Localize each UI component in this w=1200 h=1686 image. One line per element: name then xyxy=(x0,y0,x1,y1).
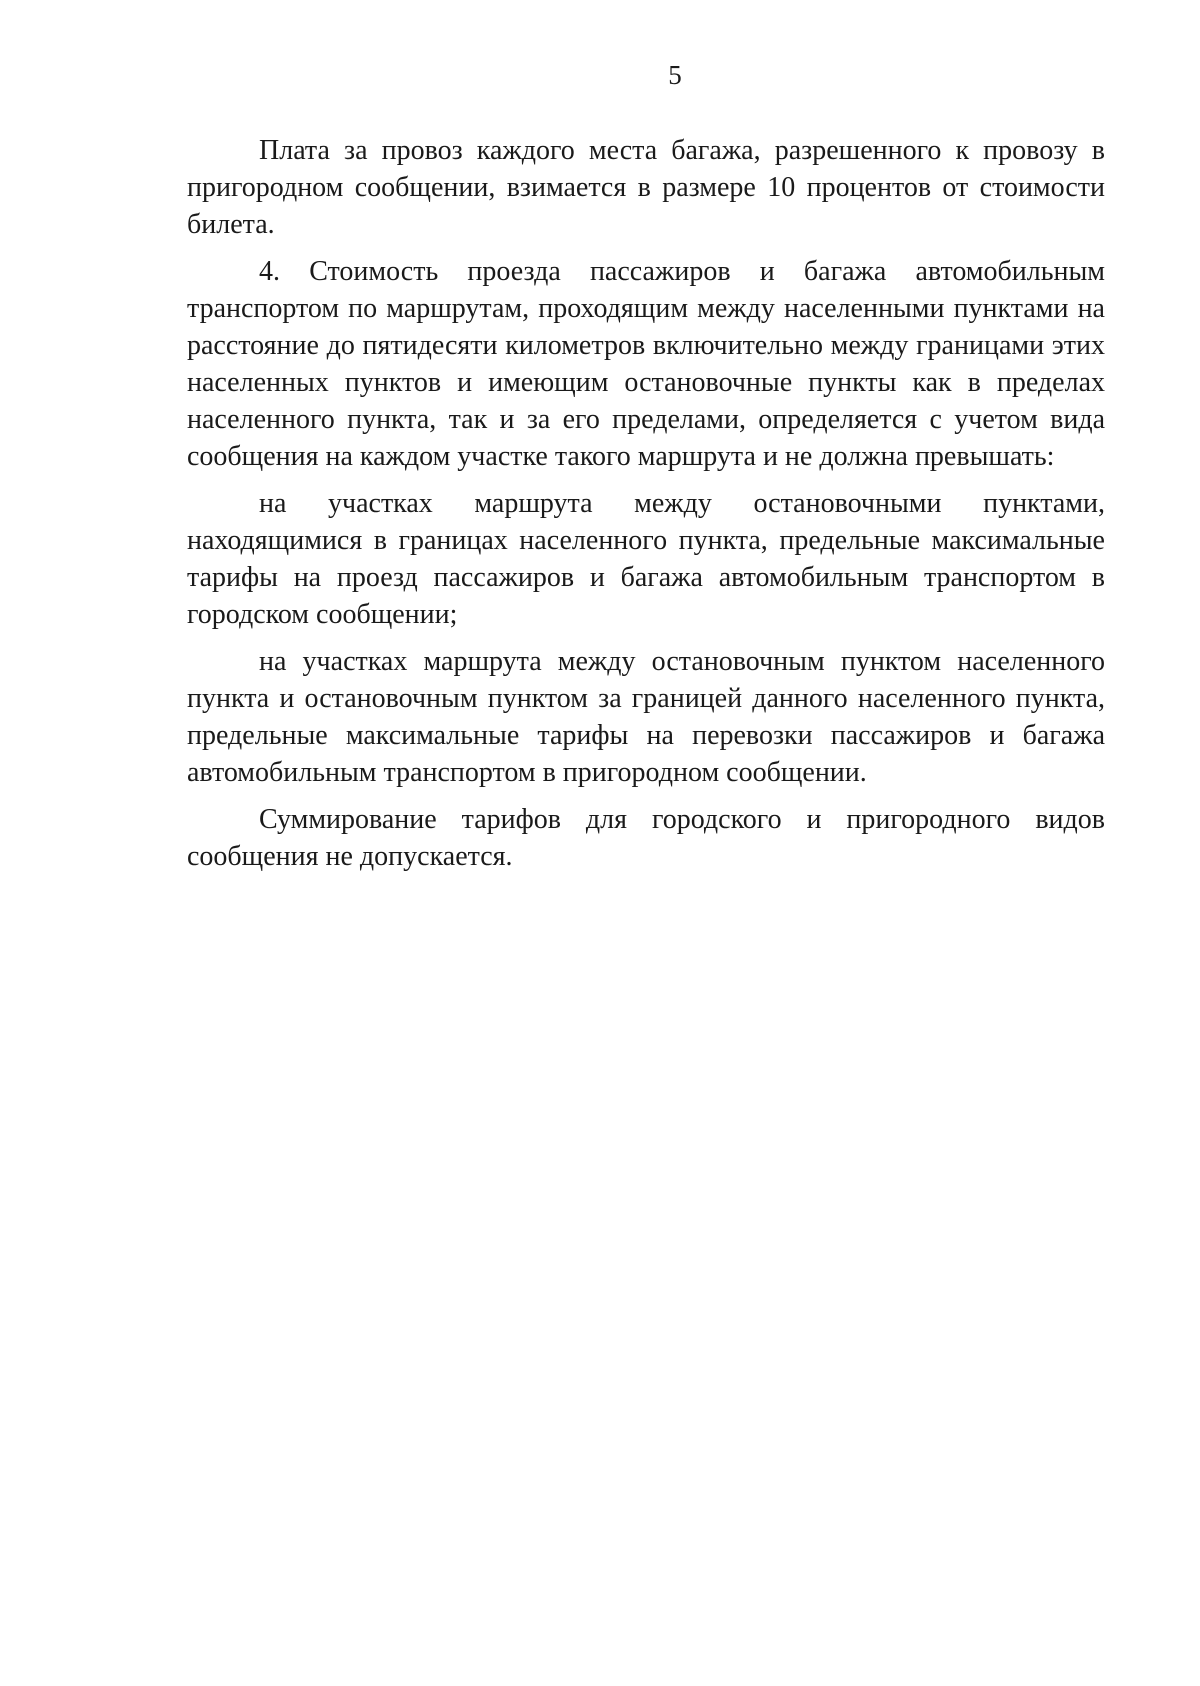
paragraph-baggage-fee: Плата за провоз каждого места багажа, разрешенного к провозу в пригородном сообщении, взимается в размере 10 процентов от стоимости билета. xyxy=(187,135,1105,240)
paragraph-summation: Суммирование тарифов для городского и пригородного видов сообщения не допускается. xyxy=(187,804,1105,872)
paragraph-item-4: 4. Стоимость проезда пассажиров и багажа автомобильным транспортом по маршрутам, проходящим между населенными пунктами на расстояние до пятидесяти километров включительно между границами этих населенных пунктов и имеющим остановочные пункты как в пределах населенного пункта, так и за его пределами, определяется с учетом вида сообщения на каждом участке такого маршрута и не должна превышать: xyxy=(187,256,1105,472)
document-body xyxy=(187,132,1105,875)
paragraph-suburban-sections: на участках маршрута между остановочным пунктом населенного пункта и остановочным пунктом за границей данного населенного пункта, предельные максимальные тарифы на перевозки пассажиров и багажа автомобильным транспортом в пригородном сообщении. xyxy=(187,646,1105,788)
page-number: 5 xyxy=(668,60,682,90)
paragraph-urban-sections: на участках маршрута между остановочными пунктами, находящимися в границах населенного пункта, предельные максимальные тарифы на проезд пассажиров и багажа автомобильным транспортом в городском сообщении; xyxy=(187,488,1105,630)
